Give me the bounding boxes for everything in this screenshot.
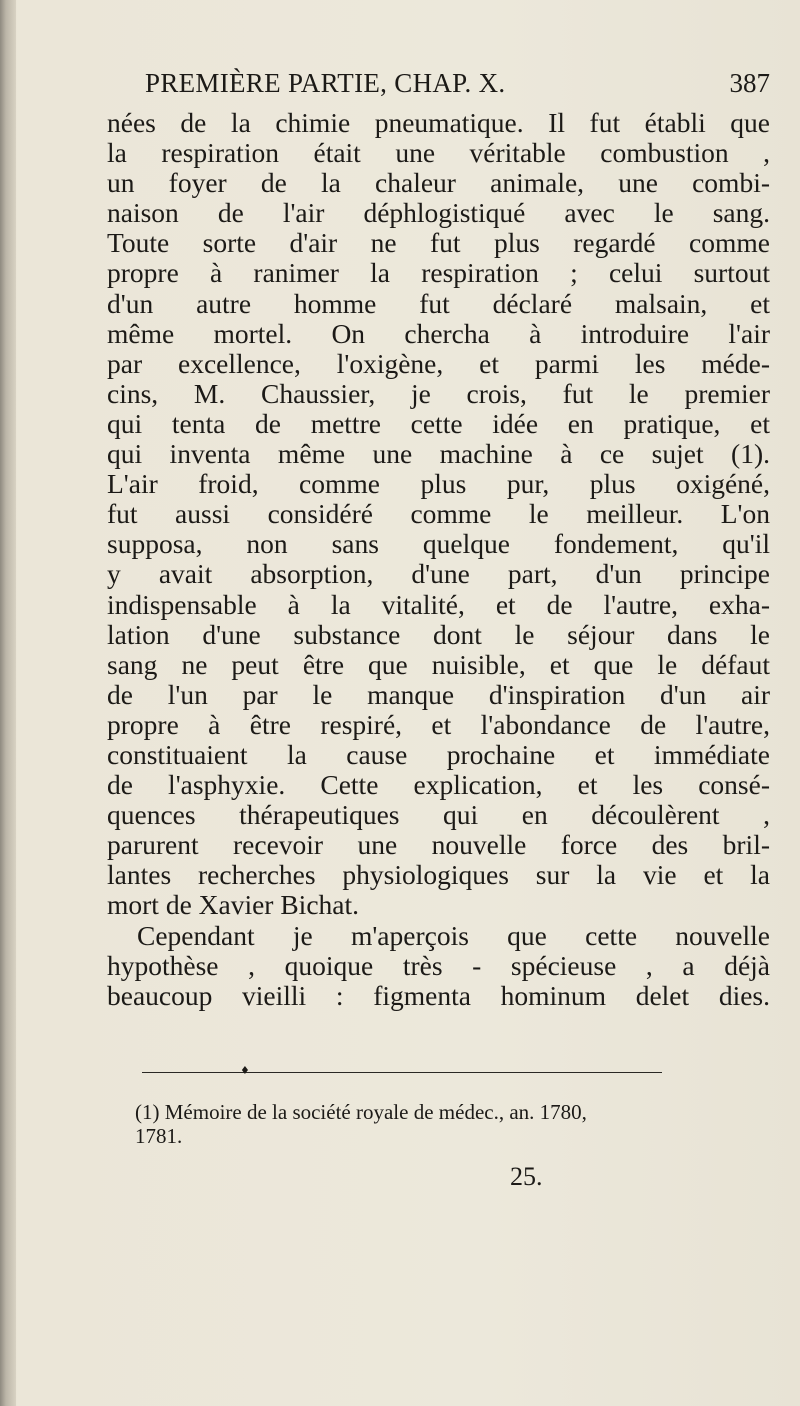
footnote-separator bbox=[142, 1072, 662, 1073]
text-line: lantes recherches physiologiques sur la vie et la bbox=[107, 859, 770, 891]
text-line: sang ne peut être que nuisible, et que le défaut bbox=[107, 648, 770, 680]
text-line: qui inventa même une machine à ce sujet (1). bbox=[107, 438, 770, 470]
text-line: y avait absorption, d'une part, d'un principe bbox=[107, 558, 770, 590]
page-binding-edge bbox=[0, 0, 16, 1406]
separator-ornament-icon: ♦ bbox=[240, 1064, 250, 1077]
footnote-line: 1781. bbox=[135, 1124, 183, 1148]
text-line: parurent recevoir une nouvelle force des bril- bbox=[107, 829, 770, 861]
text-line: même mortel. On chercha à introduire l'air bbox=[107, 317, 770, 349]
text-line: de l'un par le manque d'inspiration d'un air bbox=[107, 678, 770, 710]
text-line: cins, M. Chaussier, je crois, fut le premier bbox=[107, 377, 770, 409]
text-line: la respiration était une véritable combustion , bbox=[107, 137, 770, 169]
text-line: quences thérapeutiques qui en découlèrent , bbox=[107, 799, 770, 831]
text-line: supposa, non sans quelque fondement, qu'il bbox=[107, 528, 770, 560]
footnote bbox=[135, 1100, 765, 1148]
footnote-line: (1) Mémoire de la société royale de médec., an. 1780, bbox=[135, 1100, 587, 1124]
text-line: Cependant je m'aperçois que cette nouvelle bbox=[137, 919, 770, 951]
text-line: beaucoup vieilli : figmenta hominum delet dies. bbox=[107, 979, 770, 1011]
text-line: L'air froid, comme plus pur, plus oxigéné, bbox=[107, 468, 770, 500]
text-line: propre à ranimer la respiration ; celui surtout bbox=[107, 257, 770, 289]
text-line: de l'asphyxie. Cette explication, et les consé- bbox=[107, 769, 770, 801]
text-line: constituaient la cause prochaine et immédiate bbox=[107, 738, 770, 770]
text-line: nées de la chimie pneumatique. Il fut établi que bbox=[107, 107, 770, 138]
running-title: PREMIÈRE PARTIE, CHAP. X. bbox=[145, 68, 506, 98]
page-number: 387 bbox=[729, 68, 770, 98]
text-line: fut aussi considéré comme le meilleur. L'on bbox=[107, 498, 770, 530]
page-header bbox=[145, 68, 770, 104]
text-line: par excellence, l'oxigène, et parmi les méde- bbox=[107, 347, 770, 379]
text-line: d'un autre homme fut déclaré malsain, et bbox=[107, 287, 770, 319]
text-line: indispensable à la vitalité, et de l'autre, exha- bbox=[107, 588, 770, 620]
signature-mark: 25. bbox=[510, 1162, 543, 1191]
text-line: mort de Xavier Bichat. bbox=[107, 889, 359, 921]
text-line: propre à être respiré, et l'abondance de l'autre, bbox=[107, 708, 770, 740]
text-line: un foyer de la chaleur animale, une combi- bbox=[107, 167, 770, 199]
text-line: qui tenta de mettre cette idée en pratique, et bbox=[107, 407, 770, 439]
text-line: lation d'une substance dont le séjour dans le bbox=[107, 618, 770, 650]
text-line: hypothèse , quoique très - spécieuse , a déjà bbox=[107, 949, 770, 981]
text-line: naison de l'air déphlogistiqué avec le sang. bbox=[107, 197, 770, 229]
text-line: Toute sorte d'air ne fut plus regardé comme bbox=[107, 227, 770, 259]
body-text bbox=[107, 108, 770, 1011]
